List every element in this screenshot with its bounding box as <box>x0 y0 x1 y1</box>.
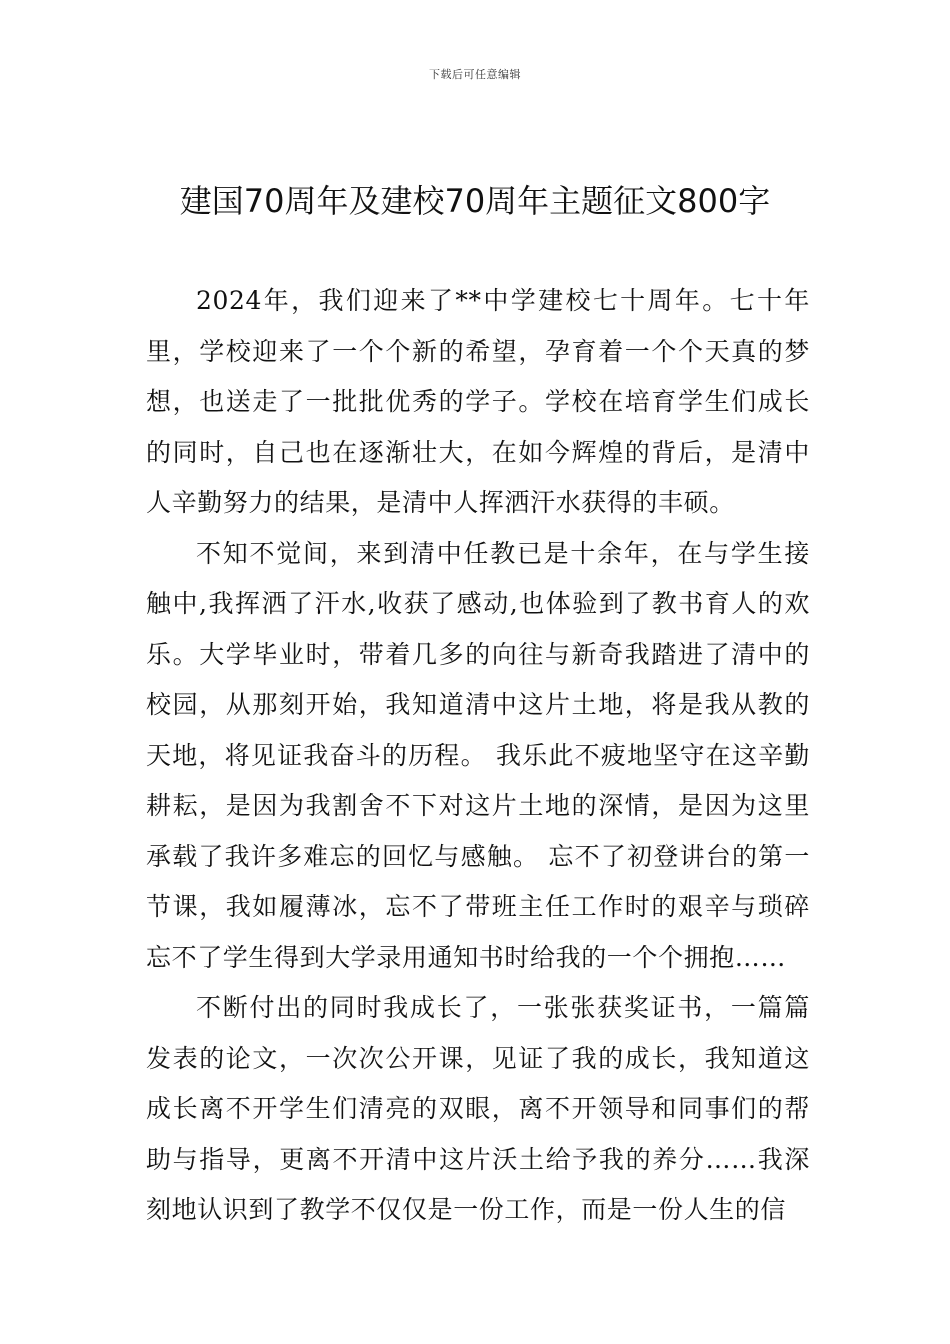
header-note: 下载后可任意编辑 <box>429 68 521 81</box>
paragraph-1: 2024年，我们迎来了**中学建校七十周年。七十年里，学校迎来了一个个新的希望，孕育着一个个天真的梦想，也送走了一批批优秀的学子。学校在培育学生们成长的同时，自己也在逐渐壮大，在如今辉煌的背后，是清中人辛勤努力的结果，是清中人挥洒汗水获得的丰硕。 <box>146 286 810 517</box>
paragraph-2: 不知不觉间，来到清中任教已是十余年，在与学生接触中,我挥洒了汗水,收获了感动,也体验到了教书育人的欢乐。大学毕业时，带着几多的向往与新奇我踏进了清中的校园，从那刻开始，我知道清中这片土地，将是我从教的天地，将见证我奋斗的历程。 我乐此不疲地坚守在这辛勤耕耘，是因为我割舍不下对这片土地的深情，是因为这里承载了我许多难忘的回忆与感触。 忘不了初登讲台的第一节课，我如履薄冰，忘不了带班主任工作时的艰辛与琐碎忘不了学生得到大学录用通知书时给我的一个个拥抱…… <box>146 538 810 972</box>
document-body <box>146 276 810 1236</box>
paragraph-3: 不断付出的同时我成长了，一张张获奖证书，一篇篇发表的论文，一次次公开课，见证了我的成长，我知道这成长离不开学生们清亮的双眼，离不开领导和同事们的帮助与指导，更离不开清中这片沃土给予我的养分……我深刻地认识到了教学不仅仅是一份工作，而是一份人生的信 <box>146 993 810 1224</box>
document-title: 建国70周年及建校70周年主题征文800字 <box>179 182 771 220</box>
